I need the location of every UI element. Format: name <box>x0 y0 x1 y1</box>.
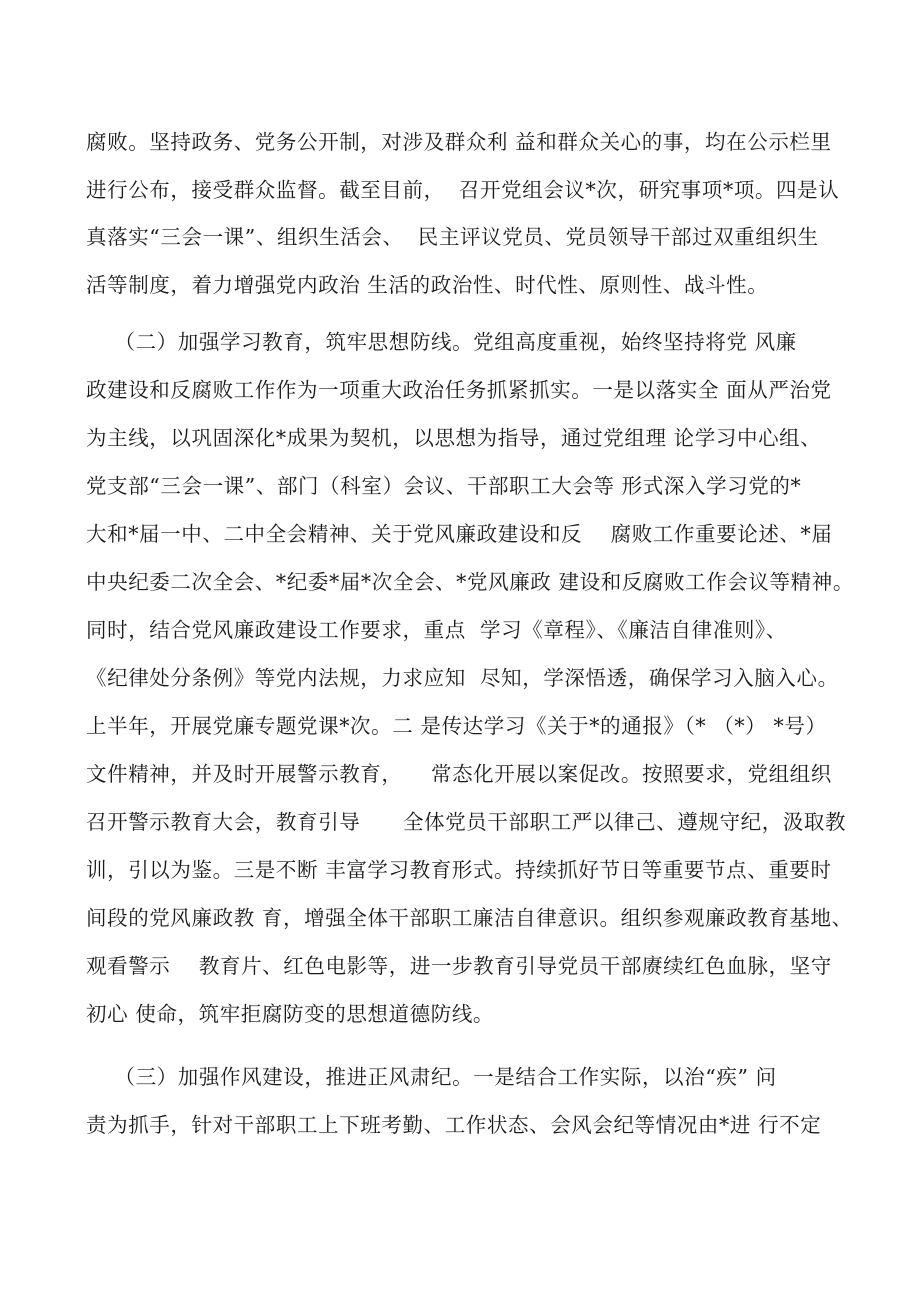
text-line: （三）加强作风建设，推进正风肃纪。一是结合工作实际，以治“疾” 问 <box>86 1065 777 1089</box>
text-line: 同时，结合党风廉政建设工作要求，重点 学习《章程》、《廉洁自律准则》、 <box>86 618 787 642</box>
text-line: 政建设和反腐败工作作为一项重大政治任务抓紧抓实。一是以落实全 面从严治党 <box>86 378 832 402</box>
text-line: 真落实“三会一课”、组织生活会、 民主评议党员、党员领导干部过双重组织生 <box>86 225 819 249</box>
text-line: 为主线，以巩固深化*成果为契机，以思想为指导，通过党组理 论学习中心组、 <box>86 426 822 450</box>
text-line: 上半年，开展党廉专题党课*次。二 是传达学习《关于*的通报》（* （*） *号） <box>86 714 827 738</box>
text-line: 召开警示教育大会，教育引导 全体党员干部职工严以律己、遵规守纪，汲取教 <box>86 810 847 834</box>
text-line: 《纪律处分条例》等党内法规，力求应知 尽知，学深悟透，确保学习入脑入心。 <box>86 666 839 690</box>
text-line: 文件精神，并及时开展警示教育， 常态化开展以案促改。按照要求，党组组织 <box>86 762 832 786</box>
text-line: 初心 使命，筑牢拒腐防变的思想道德防线。 <box>86 1002 495 1026</box>
text-line: 训，引以为鉴。三是不断 丰富学习教育形式。持续抓好节日等重要节点、重要时 <box>86 858 832 882</box>
text-line: （二）加强学习教育，筑牢思想防线。党组高度重视，始终坚持将党 风廉 <box>86 330 797 354</box>
text-line: 观看警示 教育片、红色电影等，进一步教育引导党员干部赓续红色血脉，坚守 <box>86 954 832 978</box>
text-line: 中央纪委二次全会、*纪委*届*次全会、*党风廉政 建设和反腐败工作会议等精神。 <box>86 570 854 594</box>
text-line: 间段的党风廉政教 育，增强全体干部职工廉洁自律意识。组织参观廉政教育基地、 <box>86 906 853 930</box>
text-line: 党支部“三会一课”、部门（科室）会议、干部职工大会等 形式深入学习党的* <box>86 474 802 498</box>
text-line: 进行公布，接受群众监督。截至目前， 召开党组会议*次，研究事项*项。四是认 <box>86 178 840 202</box>
text-line: 活等制度，着力增强党内政治 生活的政治性、时代性、原则性、战斗性。 <box>86 273 769 297</box>
text-line: 责为抓手，针对干部职工上下班考勤、工作状态、会风会纪等情况由*进 行不定 <box>86 1113 822 1137</box>
text-line: 大和*届一中、二中全会精神、关于党风廉政建设和反 腐败工作重要论述、*届 <box>86 522 833 546</box>
text-line: 腐败。坚持政务、党务公开制，对涉及群众利 益和群众关心的事，均在公示栏里 <box>86 130 832 154</box>
